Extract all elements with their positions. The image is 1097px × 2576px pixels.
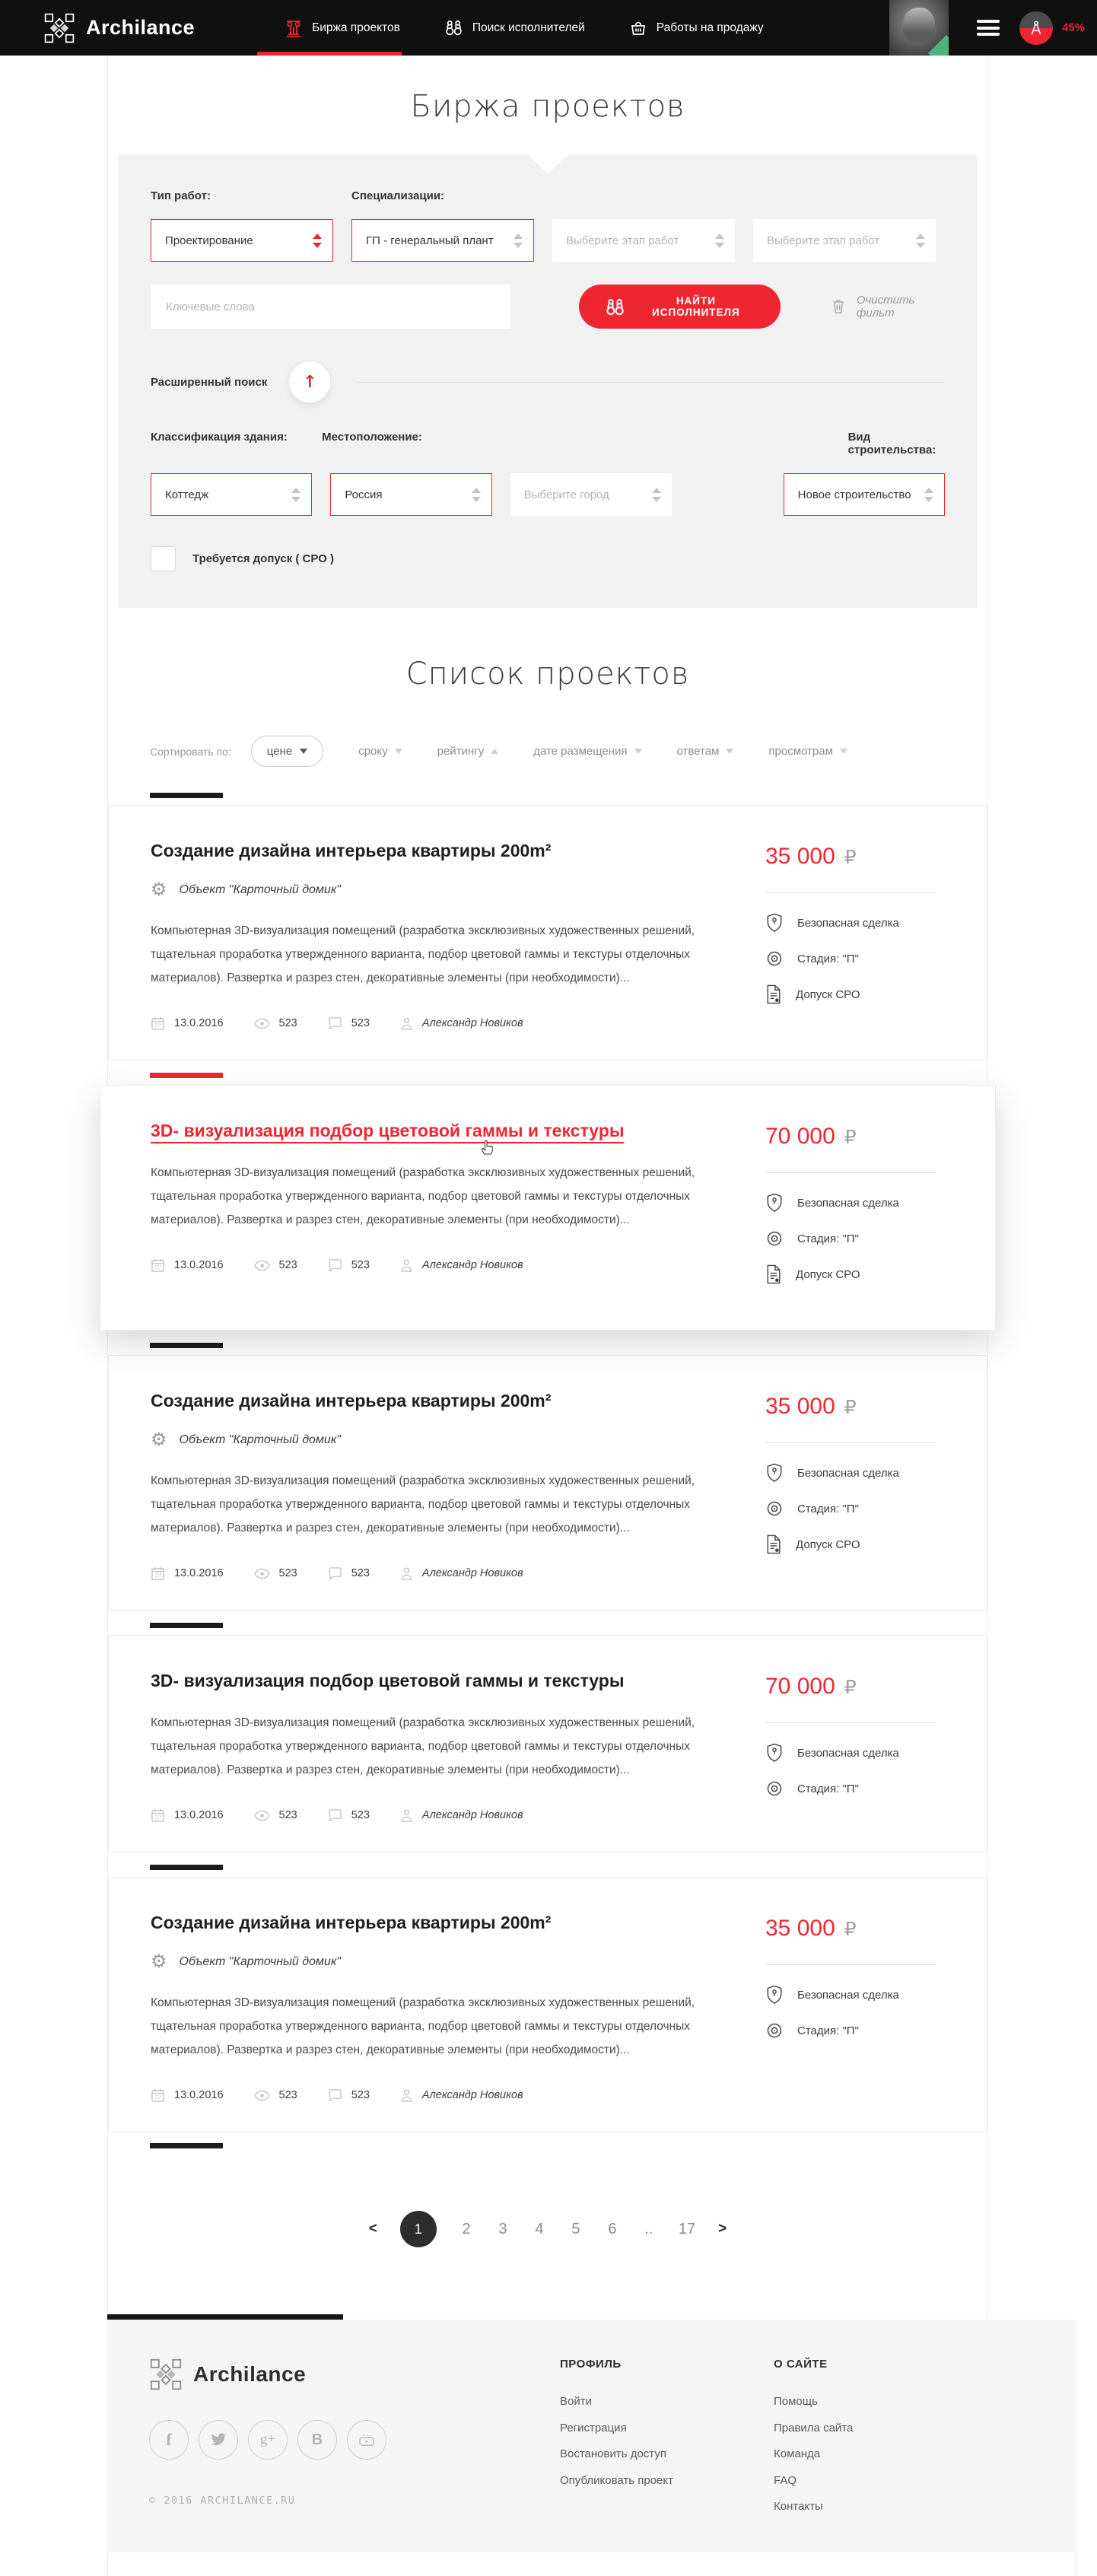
profile-progress-badge[interactable] xyxy=(1019,11,1053,45)
vk-icon[interactable]: B xyxy=(297,2420,337,2460)
footer-brand-name: Archilance xyxy=(193,2362,307,2386)
select-value: Проектирование xyxy=(165,234,253,247)
eye-icon xyxy=(254,1810,270,1821)
badge-label: Безопасная сделка xyxy=(797,916,899,930)
comment-icon xyxy=(328,1566,342,1580)
project-title[interactable]: 3D- визуализация подбор цветовой гаммы и текстуры xyxy=(151,1671,625,1690)
sort-direction-down-icon xyxy=(395,749,402,754)
sort-option-label: сроку xyxy=(358,745,388,758)
basket-icon xyxy=(629,19,647,37)
sort-direction-down-icon xyxy=(726,749,733,754)
project-description: Компьютерная 3D-визуализация помещений (разработка эксклюзивных художественных решений, тщательная проработка утвержденного варианта, подбор цветовой гаммы и текстуры отделочных материалов). Развертка и разрез стен, декоративные элементы (при необходимости)... xyxy=(151,1474,695,1534)
comment-icon xyxy=(328,1258,342,1272)
card-separator-active xyxy=(150,1073,223,1078)
comment-icon xyxy=(328,2088,342,2102)
main-nav xyxy=(285,0,764,56)
project-description: Компьютерная 3D-визуализация помещений (разработка эксклюзивных художественных решений, тщательная проработка утвержденного варианта, подбор цветовой гаммы и текстуры отделочных материалов). Развертка и разрез стен, декоративные элементы (при необходимости)... xyxy=(151,1716,695,1776)
brand-logo[interactable] xyxy=(43,12,195,44)
filter-type-label: Тип работ: xyxy=(151,189,211,202)
select-placeholder: Выберите этап работ xyxy=(566,234,679,247)
badge-label: Стадия: "П" xyxy=(797,1232,859,1245)
project-views: 523 xyxy=(278,1809,297,1821)
project-description: Компьютерная 3D-визуализация помещений (разработка эксклюзивных художественных решений, тщательная проработка утвержденного варианта, подбор цветовой гаммы и текстуры отделочных материалов). Развертка и разрез стен, декоративные элементы (при необходимости)... xyxy=(151,924,695,984)
select-value: ГП - генеральный плант xyxy=(366,234,494,247)
find-performer-label: НАЙТИ ИСПОЛНИТЕЛЯ xyxy=(652,295,740,318)
bottom-spacer xyxy=(107,2552,1076,2576)
project-comments: 523 xyxy=(351,2089,370,2101)
collapse-advanced-button[interactable] xyxy=(288,361,331,403)
drafting-compass-icon xyxy=(1027,19,1045,37)
divider xyxy=(357,382,945,383)
divider xyxy=(765,1442,936,1443)
project-card xyxy=(108,1877,987,2132)
footer-link-help[interactable]: Помощь xyxy=(774,2395,818,2408)
footer-link-restore[interactable]: Востановить доступ xyxy=(560,2447,666,2460)
project-comments: 523 xyxy=(351,1567,370,1579)
ruble-sign: ₽ xyxy=(844,1676,857,1698)
divider xyxy=(765,1172,936,1173)
sort-direction-down-icon xyxy=(300,749,307,754)
clear-filter-button[interactable] xyxy=(831,294,945,320)
person-icon xyxy=(400,2088,413,2103)
binoculars-icon xyxy=(605,297,625,317)
calendar-icon xyxy=(151,1016,165,1031)
card-separator xyxy=(150,1343,223,1348)
project-author[interactable]: Александр Новиков xyxy=(421,1017,523,1029)
calendar-icon xyxy=(151,1258,165,1273)
eye-icon xyxy=(254,2090,270,2101)
project-title[interactable]: 3D- визуализация подбор цветовой гаммы и текстуры xyxy=(151,1121,735,1141)
project-title[interactable]: Создание дизайна интерьера квартиры 200m² xyxy=(151,841,552,860)
calendar-icon xyxy=(151,1566,165,1581)
footer-column-title: ПРОФИЛЬ xyxy=(560,2358,622,2371)
project-list xyxy=(108,793,987,2148)
divider xyxy=(765,892,936,893)
shield-icon xyxy=(765,913,784,933)
project-date: 13.0.2016 xyxy=(174,1259,224,1271)
sort-option-label: просмотрам xyxy=(768,745,833,758)
select-value: Россия xyxy=(345,488,383,501)
footer-column-title: О САЙТЕ xyxy=(774,2358,828,2371)
badge-label: Безопасная сделка xyxy=(797,1988,899,2002)
sort-option-views[interactable] xyxy=(768,745,847,758)
sort-option-date[interactable] xyxy=(533,745,641,758)
filter-panel xyxy=(119,154,977,608)
project-views: 523 xyxy=(278,2089,297,2101)
select-value: Коттедж xyxy=(165,488,209,501)
nav-label: Работы на продажу xyxy=(656,21,764,34)
column-icon xyxy=(285,18,303,38)
shield-icon xyxy=(765,1463,784,1483)
brand-name: Archilance xyxy=(86,16,196,39)
person-icon xyxy=(400,1566,413,1581)
badge-label: Стадия: "П" xyxy=(797,1782,859,1795)
project-date: 13.0.2016 xyxy=(174,1809,224,1821)
pagination-next-button[interactable]: > xyxy=(718,2221,727,2237)
sort-bar xyxy=(150,736,987,767)
ruble-sign: ₽ xyxy=(844,846,857,868)
select-city[interactable] xyxy=(510,473,672,516)
document-icon xyxy=(765,1264,782,1284)
keywords-input[interactable] xyxy=(151,285,510,329)
page-title: Биржа проектов xyxy=(410,89,685,124)
filter-spec-label: Специализации: xyxy=(351,189,445,202)
ruble-sign: ₽ xyxy=(844,1396,857,1418)
select-construction-type[interactable] xyxy=(784,473,945,516)
sort-label: Сортировать по: xyxy=(150,745,231,758)
sort-option-label: цене xyxy=(266,745,293,758)
project-price xyxy=(765,1916,944,1942)
select-building-class[interactable] xyxy=(151,473,312,516)
project-object: Объект "Карточный домик" xyxy=(179,1955,342,1968)
select-country[interactable] xyxy=(330,473,491,516)
badge-label: Допуск СРО xyxy=(796,1538,860,1551)
pagination xyxy=(108,2211,987,2247)
filter-build-label: Вид строительства: xyxy=(847,431,936,456)
select-specialization[interactable] xyxy=(351,219,534,262)
footer-link-login[interactable]: Войти xyxy=(560,2395,592,2408)
project-price xyxy=(765,844,944,870)
person-icon xyxy=(400,1258,413,1273)
badge-label: Стадия: "П" xyxy=(797,952,859,965)
list-end-separator xyxy=(150,2143,223,2148)
clear-filter-label: Очистить фильт xyxy=(856,294,915,320)
comment-icon xyxy=(328,1016,342,1030)
project-price xyxy=(765,1124,944,1150)
content-column xyxy=(107,56,988,2320)
header xyxy=(0,0,1097,56)
sort-option-term[interactable] xyxy=(358,745,402,758)
stepper-arrows-icon xyxy=(472,488,481,502)
stage-icon xyxy=(765,1499,784,1518)
stage-icon xyxy=(765,1229,784,1248)
advanced-search-label: Расширенный поиск xyxy=(151,375,268,389)
shield-icon xyxy=(765,1985,784,2005)
stepper-arrows-icon xyxy=(715,234,724,248)
footer-brand-logo[interactable] xyxy=(149,2358,560,2391)
project-date: 13.0.2016 xyxy=(174,2089,224,2101)
card-separator xyxy=(150,793,223,798)
footer-link-register[interactable]: Регистрация xyxy=(560,2421,627,2434)
project-price xyxy=(765,1394,944,1420)
badge-label: Безопасная сделка xyxy=(797,1746,899,1760)
project-title[interactable]: Создание дизайна интерьера квартиры 200m² xyxy=(151,1913,552,1932)
pagination-page[interactable]: 6 xyxy=(608,2220,617,2237)
filter-class-label: Классификация здания: xyxy=(151,431,288,444)
project-views: 523 xyxy=(278,1259,297,1271)
project-card xyxy=(108,1635,987,1852)
project-views: 523 xyxy=(278,1567,297,1579)
footer-link-contacts[interactable]: Контакты xyxy=(774,2500,823,2513)
person-icon xyxy=(400,1808,413,1823)
copyright: © 2016 ARCHILANCE.RU xyxy=(149,2495,296,2507)
project-description: Компьютерная 3D-визуализация помещений (разработка эксклюзивных художественных решений, тщательная проработка утвержденного варианта, подбор цветовой гаммы и текстуры отделочных материалов). Развертка и разрез стен, декоративные элементы (при необходимости)... xyxy=(151,1996,695,2056)
eye-icon xyxy=(254,1260,270,1271)
sort-option-label: рейтингу xyxy=(437,745,485,758)
sort-option-label: ответам xyxy=(676,745,720,758)
pagination-page[interactable]: 5 xyxy=(571,2220,580,2237)
project-card-hovered xyxy=(100,1085,996,1331)
project-object: Объект "Карточный домик" xyxy=(179,883,342,896)
pagination-page[interactable]: 17 xyxy=(678,2220,696,2237)
calendar-icon xyxy=(151,2088,165,2103)
calendar-icon xyxy=(151,1808,165,1823)
shield-icon xyxy=(765,1743,784,1763)
pagination-prev-button[interactable]: < xyxy=(368,2221,377,2237)
stage-icon xyxy=(765,1779,784,1798)
footer-profile-column xyxy=(560,2358,774,2520)
project-date: 13.0.2016 xyxy=(174,1567,224,1579)
pagination-ellipsis: .. xyxy=(644,2220,653,2237)
card-separator xyxy=(150,1865,223,1870)
stepper-arrows-icon xyxy=(652,488,661,502)
stepper-arrows-icon xyxy=(924,488,933,502)
price-number: 70 000 xyxy=(765,1674,835,1699)
divider xyxy=(765,1964,936,1965)
sort-direction-up-icon xyxy=(491,749,498,754)
youtube-icon[interactable] xyxy=(347,2420,386,2460)
profile-percent: 45% xyxy=(1061,21,1085,34)
footer-link-team[interactable]: Команда xyxy=(774,2447,821,2460)
project-comments: 523 xyxy=(351,1017,370,1029)
project-card xyxy=(108,1355,987,1611)
shield-icon xyxy=(765,1193,784,1213)
nav-label: Поиск исполнителей xyxy=(472,21,585,34)
nav-find-performers[interactable] xyxy=(444,0,585,56)
badge-label: Безопасная сделка xyxy=(797,1196,899,1210)
project-author[interactable]: Александр Новиков xyxy=(421,1567,523,1579)
stepper-arrows-icon xyxy=(916,234,925,248)
select-work-stage-2[interactable] xyxy=(753,219,936,262)
archilance-logo-icon xyxy=(43,12,75,44)
footer-about-column xyxy=(774,2358,987,2520)
nav-label: Биржа проектов xyxy=(312,21,400,34)
find-performer-button[interactable] xyxy=(579,285,781,329)
project-date: 13.0.2016 xyxy=(174,1017,224,1029)
gear-icon: ⚙ xyxy=(151,1951,167,1972)
gear-icon: ⚙ xyxy=(151,1430,167,1450)
twitter-icon[interactable] xyxy=(199,2420,238,2460)
pagination-page-current[interactable]: 1 xyxy=(400,2211,437,2247)
project-object: Объект "Карточный домик" xyxy=(179,1433,342,1446)
badge-label: Стадия: "П" xyxy=(797,1502,859,1515)
select-placeholder: Выберите город xyxy=(523,488,609,501)
archilance-logo-icon xyxy=(149,2358,183,2391)
project-price xyxy=(765,1674,944,1700)
badge-label: Стадия: "П" xyxy=(797,2024,859,2037)
sro-checkbox[interactable] xyxy=(151,546,176,571)
filter-location-label: Местоположение: xyxy=(322,431,422,444)
nav-projects-exchange[interactable] xyxy=(285,0,400,56)
gear-icon: ⚙ xyxy=(151,879,167,900)
eye-icon xyxy=(254,1568,270,1579)
stepper-arrows-icon xyxy=(291,488,300,502)
project-comments: 523 xyxy=(351,1809,370,1821)
stepper-arrows-icon xyxy=(514,234,523,248)
price-number: 35 000 xyxy=(765,1394,835,1419)
pagination-page[interactable]: 3 xyxy=(498,2220,507,2237)
footer-divider-bar xyxy=(107,2314,343,2320)
project-views: 523 xyxy=(278,1017,297,1029)
sort-direction-down-icon xyxy=(840,749,847,754)
comment-icon xyxy=(328,1808,342,1822)
sort-option-price[interactable] xyxy=(251,736,323,767)
hamburger-menu-icon[interactable] xyxy=(977,20,1000,36)
price-number: 70 000 xyxy=(765,1124,835,1149)
project-description: Компьютерная 3D-визуализация помещений (разработка эксклюзивных художественных решений, тщательная проработка утвержденного варианта, подбор цветовой гаммы и текстуры отделочных материалов). Развертка и разрез стен, декоративные элементы (при необходимости)... xyxy=(151,1166,695,1226)
select-placeholder: Выберите этап работ xyxy=(767,234,880,247)
price-number: 35 000 xyxy=(765,844,835,869)
select-value: Новое строительство xyxy=(797,488,911,501)
badge-label: Безопасная сделка xyxy=(797,1466,899,1480)
person-icon xyxy=(400,1016,413,1031)
social-links xyxy=(149,2420,560,2460)
footer xyxy=(107,2320,1076,2552)
hand-cursor-icon xyxy=(478,1134,494,1156)
footer-link-faq[interactable]: FAQ xyxy=(774,2473,797,2487)
project-author[interactable]: Александр Новиков xyxy=(421,2089,523,2101)
badge-label: Допуск СРО xyxy=(796,1267,860,1281)
arrow-up-icon: ↑ xyxy=(303,372,317,392)
card-separator xyxy=(150,1623,223,1628)
ruble-sign: ₽ xyxy=(844,1126,857,1148)
sort-option-label: дате размещения xyxy=(533,745,628,758)
select-work-stage-1[interactable] xyxy=(552,219,735,262)
stage-icon xyxy=(765,2021,784,2040)
divider xyxy=(765,1722,936,1723)
google-plus-icon[interactable]: g+ xyxy=(248,2420,288,2460)
footer-link-rules[interactable]: Правила сайта xyxy=(774,2421,854,2434)
project-card xyxy=(108,805,987,1061)
sort-direction-down-icon xyxy=(634,749,642,754)
project-author[interactable]: Александр Новиков xyxy=(421,1809,523,1821)
select-work-type[interactable] xyxy=(151,219,333,262)
pagination-page[interactable]: 4 xyxy=(535,2220,544,2237)
eye-icon xyxy=(254,1018,270,1029)
stepper-arrows-icon xyxy=(313,234,322,248)
project-comments: 523 xyxy=(351,1259,370,1271)
sort-option-answers[interactable] xyxy=(677,745,734,758)
binoculars-icon xyxy=(444,18,463,37)
project-author[interactable]: Александр Новиков xyxy=(421,1259,523,1271)
stage-icon xyxy=(765,949,784,968)
badge-label: Допуск СРО xyxy=(796,987,860,1001)
ruble-sign: ₽ xyxy=(844,1918,857,1940)
footer-link-publish[interactable]: Опубликовать проект xyxy=(560,2473,673,2487)
sort-option-rating[interactable] xyxy=(437,745,499,758)
user-avatar[interactable] xyxy=(889,0,949,56)
trash-icon xyxy=(831,298,846,315)
project-title[interactable]: Создание дизайна интерьера квартиры 200m² xyxy=(151,1391,552,1410)
document-icon xyxy=(765,984,782,1004)
document-icon xyxy=(765,1534,782,1554)
price-number: 35 000 xyxy=(765,1916,835,1941)
list-title: Список проектов xyxy=(405,657,690,692)
nav-works-for-sale[interactable] xyxy=(629,0,764,56)
facebook-icon[interactable]: f xyxy=(149,2420,189,2460)
pagination-page[interactable]: 2 xyxy=(462,2220,471,2237)
sro-checkbox-label: Требуется допуск ( СРО ) xyxy=(192,552,335,565)
